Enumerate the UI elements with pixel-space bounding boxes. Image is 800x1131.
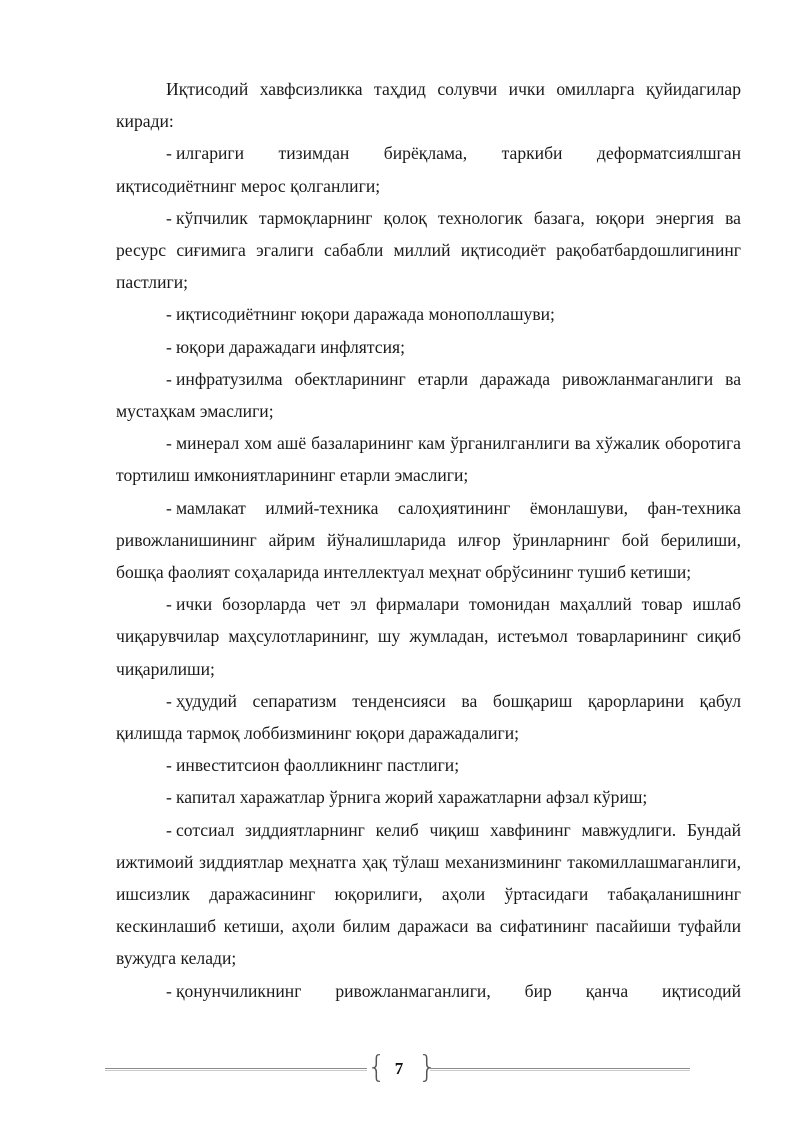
list-item xyxy=(116,588,741,685)
list-item xyxy=(116,202,741,299)
list-item xyxy=(116,363,741,427)
list-item-text: иқтисодиётнинг юқори даражада монополлашуви; xyxy=(176,304,555,325)
list-item-text: ҳудудий сепаратизм тенденсияси ва бошқариш қарорларини қабул қилишда тармоқ лоббизмининг юқори даражадалиги; xyxy=(116,690,741,744)
list-item-text: минерал хом ашё базаларининг кам ўрганилганлиги ва хўжалик оборотига тортилиш имкониятларининг етарли эмаслиги; xyxy=(116,433,741,486)
dash-bullet: - xyxy=(166,304,172,325)
list-item xyxy=(116,137,741,201)
list-item-text: сотсиал зиддиятларнинг келиб чиқиш хавфининг мавжудлиги. Бундай ижтимоий зиддиятлар меҳнатга ҳақ тўлаш механизмининг такомиллашмаганлиги, ишсизлик даражасининг юқорилиги, аҳоли ўртасидаги табақаланишнинг кескинлашиб кетиши, аҳоли билим даражаси ва сифатининг пасайиши туфайли вужудга келади; xyxy=(116,819,741,969)
dash-bullet: - xyxy=(166,755,172,776)
list-item-text: инвеститсион фаолликнинг пастлиги; xyxy=(176,755,460,776)
intro-paragraph: Иқтисодий хавфсизликка таҳдид солувчи ички омилларга қуйидагилар киради: xyxy=(116,79,741,132)
dash-bullet: - xyxy=(166,787,172,808)
list-item xyxy=(116,298,741,330)
footer-rule-left xyxy=(105,1068,367,1069)
dash-bullet: - xyxy=(166,433,172,454)
list-item xyxy=(116,749,741,781)
dash-bullet: - xyxy=(166,594,172,615)
footer-brace-close: } xyxy=(418,1050,438,1085)
dash-bullet: - xyxy=(166,980,172,1001)
list-item-text: қонунчиликнинг ривожланмаганлиги, бир қанча иқтисодий xyxy=(176,980,741,1001)
list-item-text: илгариги тизимдан бирёқлама, таркиби деформатсиялшган иқтисодиётнинг мерос қолганлиги; xyxy=(116,143,741,196)
footer-brace-open: { xyxy=(367,1050,387,1085)
list-item xyxy=(116,685,741,749)
list-item-text: ички бозорларда чет эл фирмалари томонидан маҳаллий товар ишлаб чиқарувчилар маҳсулотларининг, шу жумладан, истеъмол товарларининг сиқиб чиқарилиши; xyxy=(116,594,741,679)
dash-bullet: - xyxy=(166,143,172,164)
dash-bullet: - xyxy=(166,336,172,357)
dash-bullet: - xyxy=(166,819,172,840)
list-item xyxy=(116,781,741,813)
list-item-text: инфратузилма обектларининг етарли даражада ривожланмаганлиги ва мустаҳкам эмаслиги; xyxy=(116,368,741,422)
list-item-text: капитал харажатлар ўрнига жорий харажатларни афзал кўриш; xyxy=(176,787,648,808)
document-body xyxy=(116,73,741,1007)
dash-bullet: - xyxy=(166,497,172,518)
list-item-text: кўпчилик тармоқларнинг қолоқ технологик базага, юқори энергия ва ресурс сиғимига эгалиги сабабли миллий иқтисодиёт рақобатбардошлигининг пастлиги; xyxy=(116,207,741,293)
page-footer xyxy=(105,1052,690,1088)
footer-rule-right xyxy=(430,1068,690,1069)
list-item xyxy=(116,975,741,1007)
list-item xyxy=(116,427,741,491)
page-number: 7 xyxy=(394,1059,404,1078)
dash-bullet: - xyxy=(166,690,172,711)
list-item-text: мамлакат илмий-техника салоҳиятининг ёмонлашуви, фан-техника ривожланишининг айрим йўналишларида илғор ўринларнинг бой берилиши, бошқа фаолият соҳаларида интеллектуал меҳнат обрўсининг тушиб кетиши; xyxy=(116,497,741,583)
list-item xyxy=(116,331,741,363)
list-item-text: юқори даражадаги инфлятсия; xyxy=(176,336,405,357)
list-item xyxy=(116,492,741,589)
dash-bullet: - xyxy=(166,368,172,389)
dash-bullet: - xyxy=(166,207,172,228)
list-item xyxy=(116,814,741,975)
